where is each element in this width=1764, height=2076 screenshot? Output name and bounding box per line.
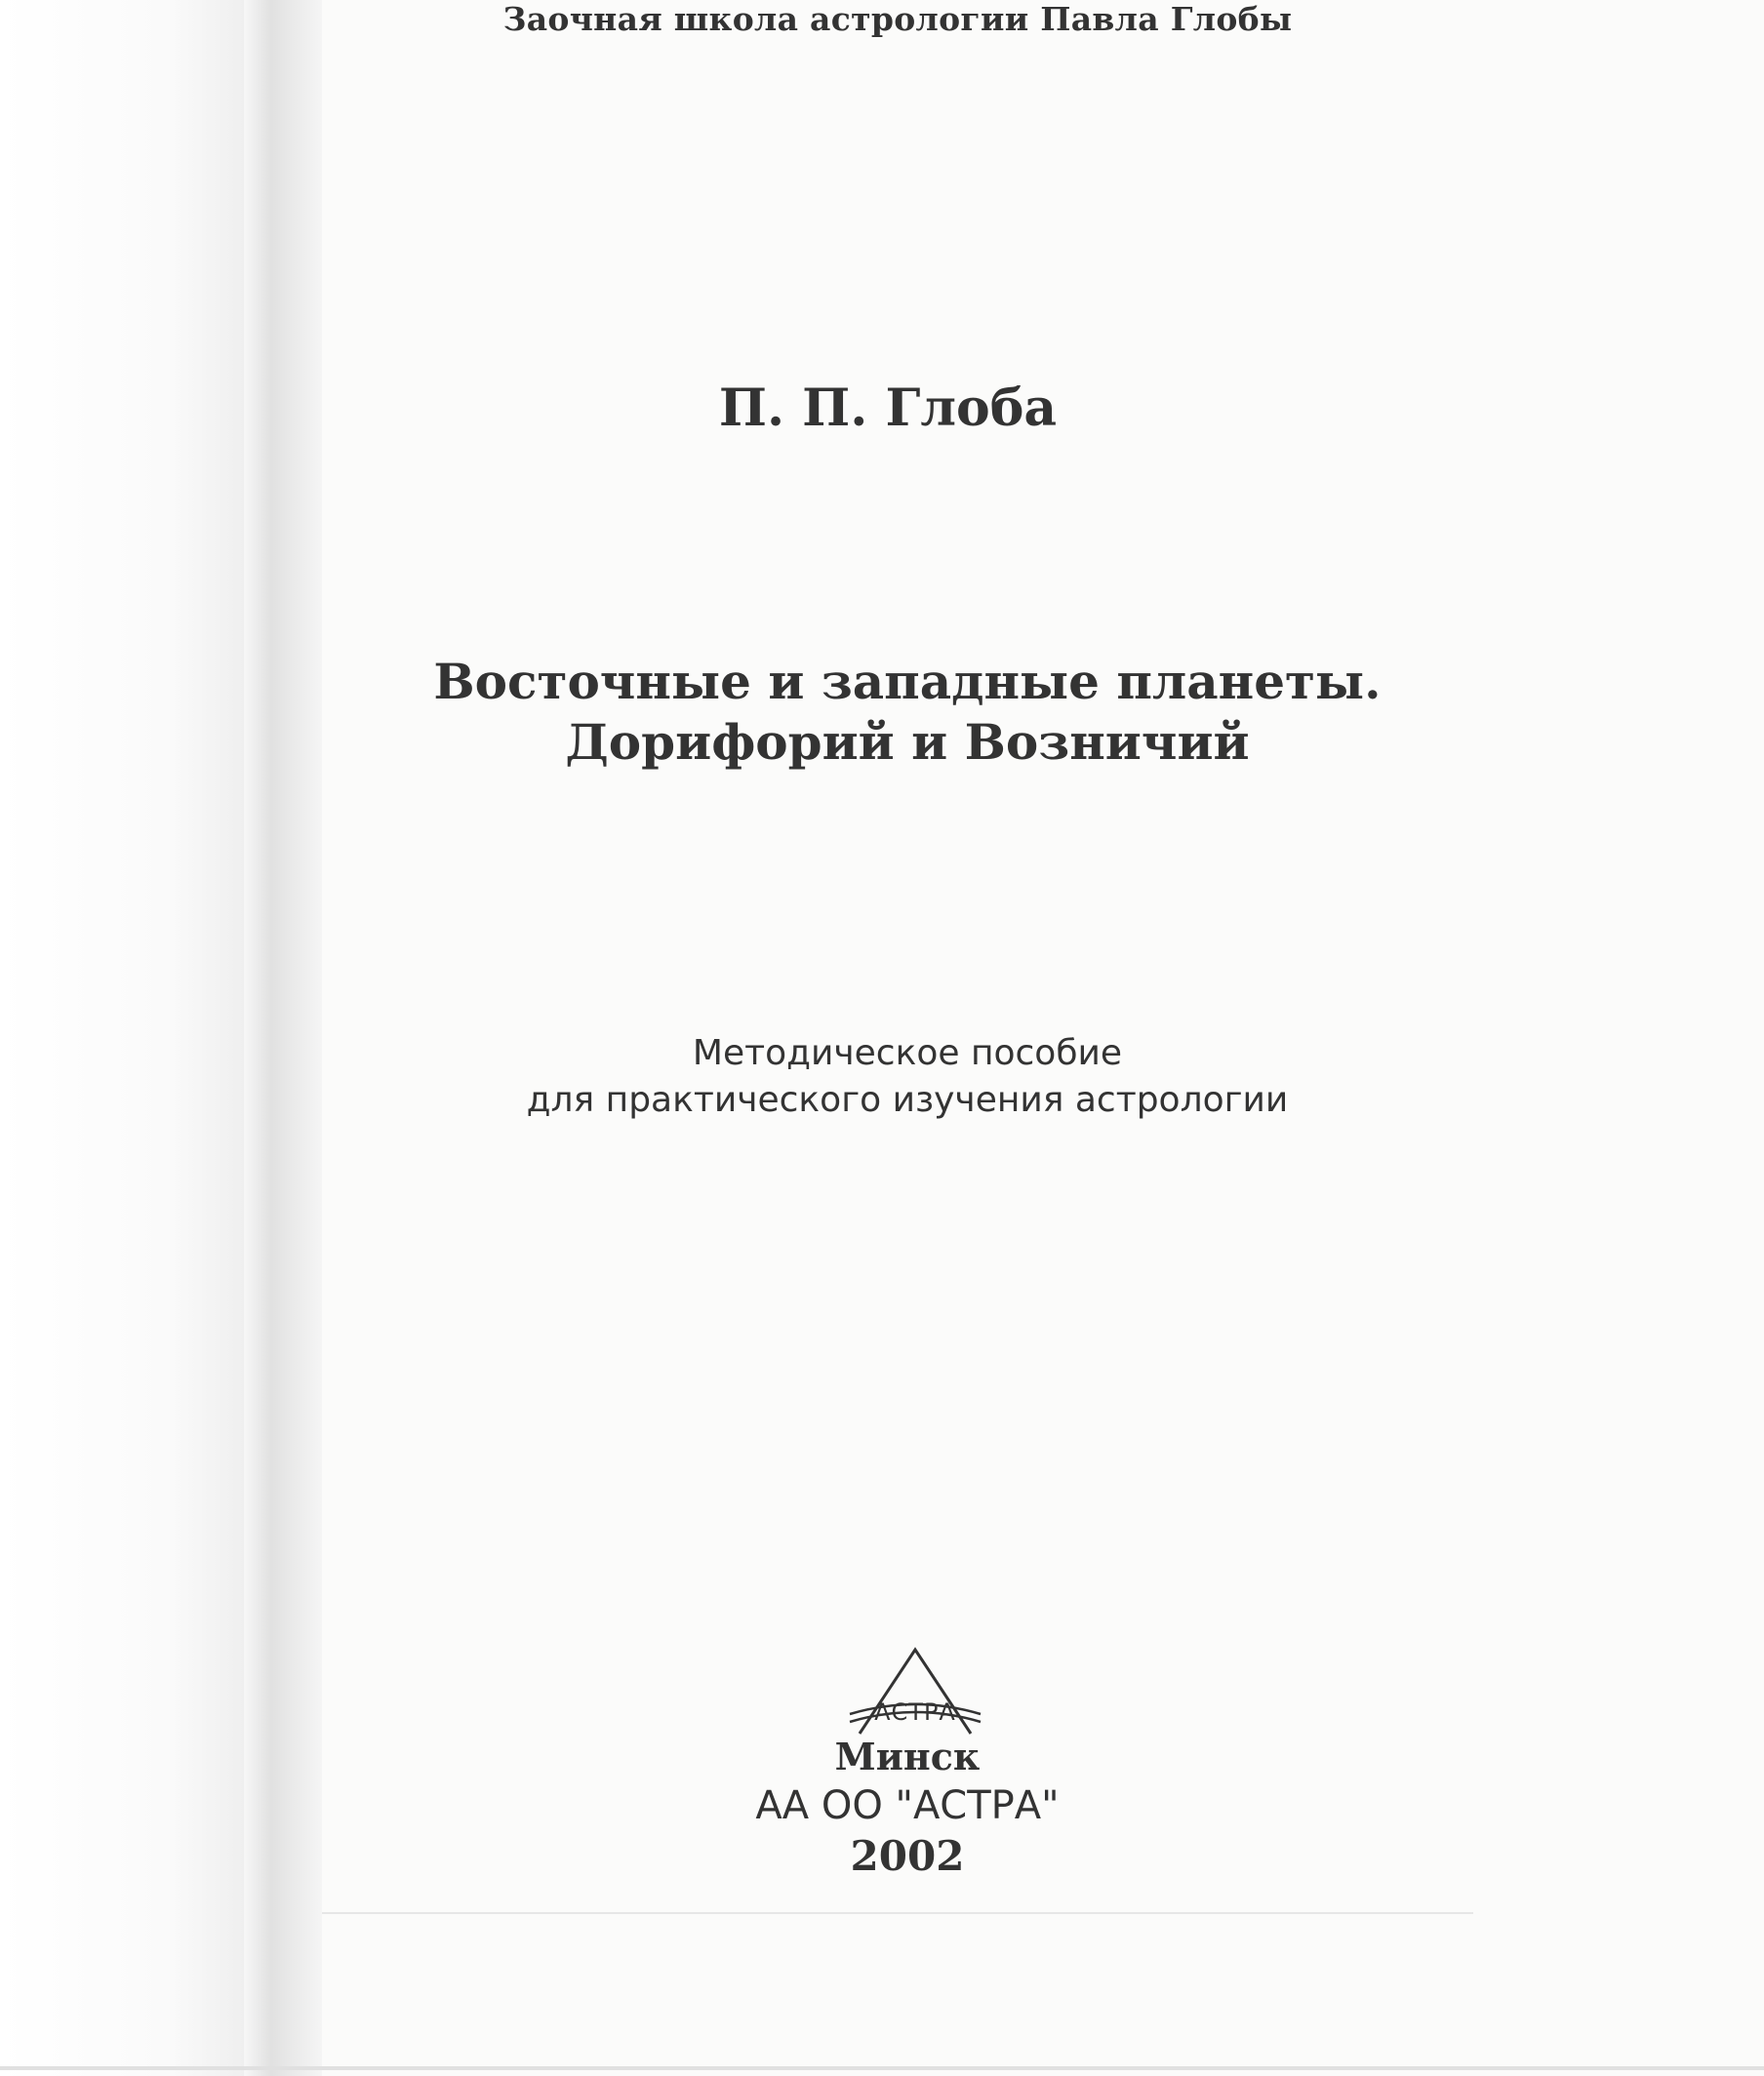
astra-triangle-logo-icon [842,1644,988,1737]
publisher-name: АА ОО "АСТРА" [755,1783,1060,1828]
publication-year: 2002 [850,1832,965,1880]
logo-lettering: АСТРА [874,1698,956,1726]
book-subtitle-line-2: для практического изучения астрологии [526,1080,1289,1120]
scan-gutter-shadow [244,0,322,2076]
scan-bottom-edge [0,2066,1764,2070]
scan-bottom-rule [322,1912,1473,1914]
book-title-line-1: Восточные и западные планеты. [433,653,1382,710]
author-name: П. П. Глоба [718,379,1058,438]
book-subtitle [468,1030,1346,1124]
book-title-line-2: Дорифорий и Возничий [565,713,1250,771]
scan-edge-shadow [0,0,244,2076]
school-header: Заочная школа астрологии Павла Глобы [502,0,1293,38]
book-title [410,652,1405,773]
book-subtitle-line-1: Методическое пособие [692,1033,1123,1073]
publisher-city: Минск [834,1735,981,1778]
